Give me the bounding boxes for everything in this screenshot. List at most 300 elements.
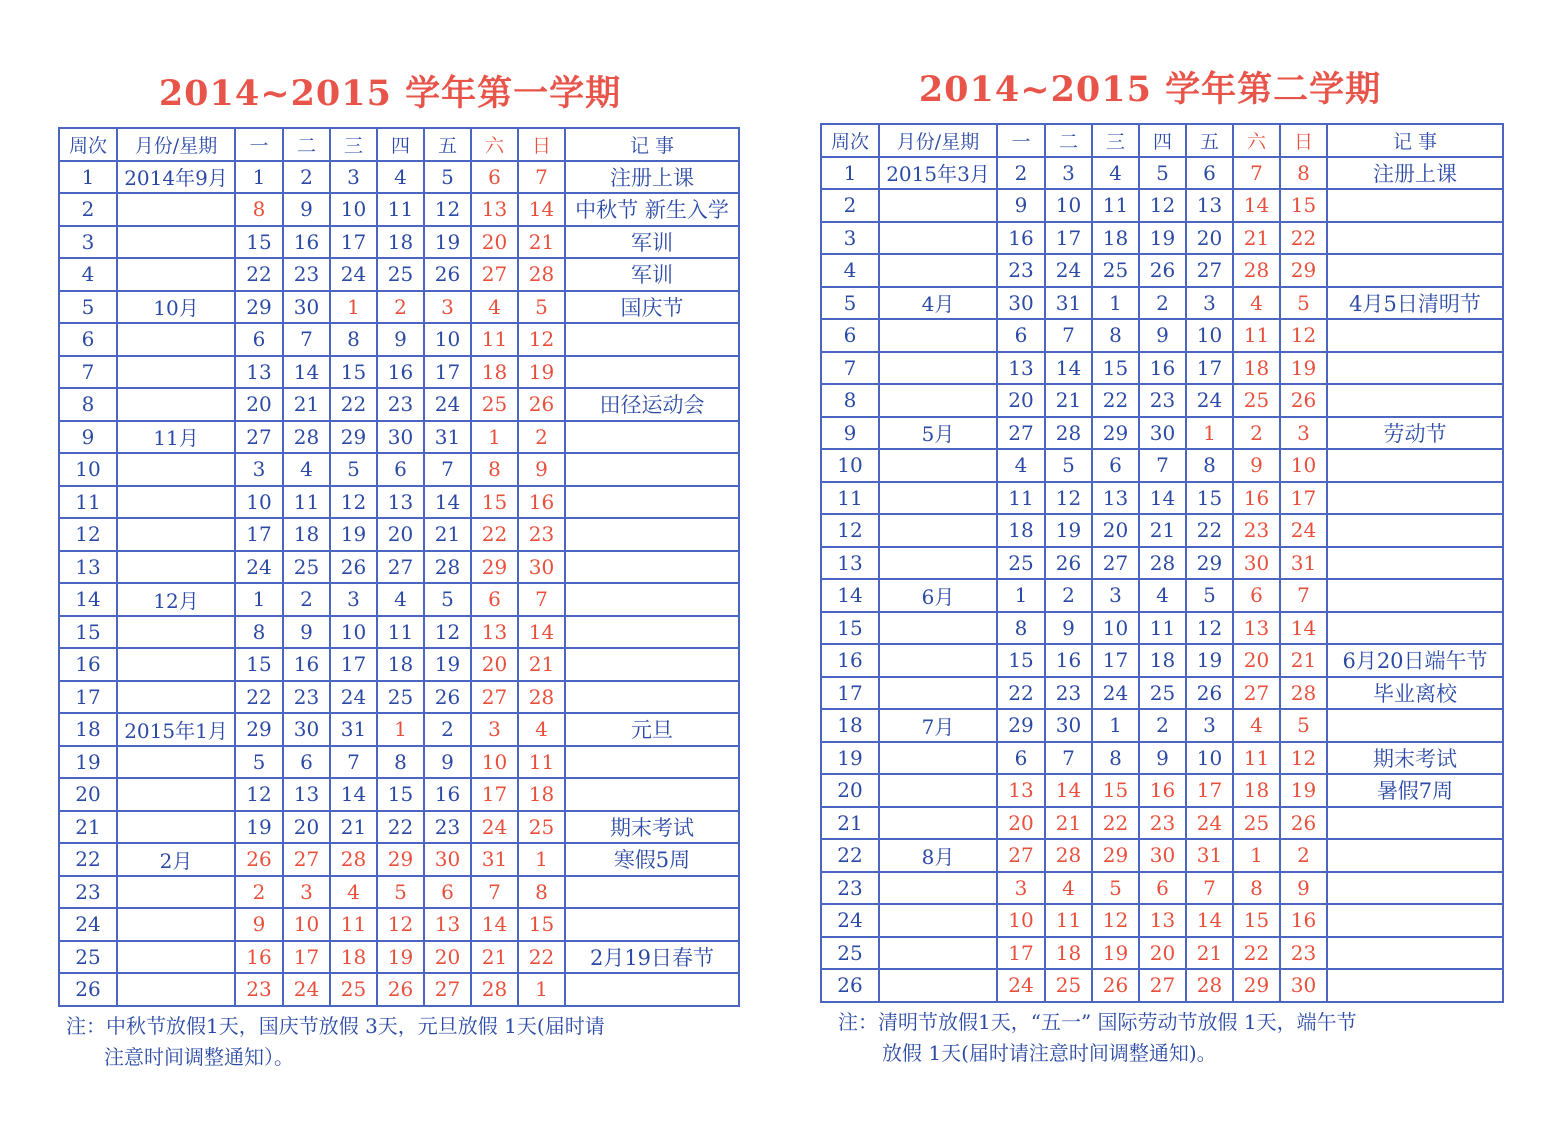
- month-label: [879, 514, 997, 547]
- week-row: [821, 189, 1503, 222]
- day-cell: 22: [235, 681, 283, 714]
- day-cell: 4: [377, 583, 424, 616]
- event-note: 元旦: [565, 713, 739, 746]
- semester-2-footnote: [838, 1007, 1357, 1069]
- week-row: [59, 388, 739, 421]
- event-note: [565, 583, 739, 616]
- semester-2-footnote-line-1: 注：清明节放假1天，“五一” 国际劳动节放假 1天，端午节: [838, 1010, 1357, 1034]
- day-cell: 6: [471, 161, 518, 194]
- day-cell: 20: [471, 648, 518, 681]
- week-number: 5: [59, 291, 117, 324]
- week-row: [821, 384, 1503, 417]
- day-cell: 30: [1139, 839, 1186, 872]
- day-cell: 13: [283, 778, 330, 811]
- event-note: 注册上课: [565, 161, 739, 194]
- day-cell: 21: [424, 518, 471, 551]
- event-note: [1327, 579, 1503, 612]
- day-cell: 11: [1045, 904, 1092, 937]
- week-row: [59, 583, 739, 616]
- day-cell: 26: [1139, 254, 1186, 287]
- event-note: [1327, 547, 1503, 580]
- day-cell: 27: [1092, 547, 1139, 580]
- day-cell: 4: [518, 713, 565, 746]
- day-cell: 9: [1139, 742, 1186, 775]
- day-cell: 22: [377, 811, 424, 844]
- day-cell: 16: [518, 486, 565, 519]
- day-cell: 31: [1280, 547, 1327, 580]
- day-cell: 23: [518, 518, 565, 551]
- day-cell: 21: [1045, 384, 1092, 417]
- day-cell: 6: [235, 323, 283, 356]
- day-cell: 1: [518, 973, 565, 1006]
- day-cell: 8: [1092, 319, 1139, 352]
- day-cell: 25: [377, 258, 424, 291]
- week-number: 10: [59, 453, 117, 486]
- day-cell: 18: [471, 356, 518, 389]
- day-cell: 22: [1092, 807, 1139, 840]
- month-label: [117, 486, 235, 519]
- day-cell: 9: [283, 616, 330, 649]
- day-cell: 15: [1092, 774, 1139, 807]
- day-cell: 19: [1139, 222, 1186, 255]
- month-label: 12月: [117, 583, 235, 616]
- day-cell: 22: [1280, 222, 1327, 255]
- day-cell: 29: [1186, 547, 1233, 580]
- week-row: [821, 644, 1503, 677]
- week-number: 26: [821, 969, 879, 1002]
- day-cell: 7: [330, 746, 377, 779]
- week-number: 18: [821, 709, 879, 742]
- day-cell: 30: [283, 713, 330, 746]
- week-row: [821, 937, 1503, 970]
- day-cell: 16: [1139, 774, 1186, 807]
- day-cell: 11: [1233, 319, 1280, 352]
- week-number: 13: [59, 551, 117, 584]
- day-cell: 14: [518, 193, 565, 226]
- event-note: 注册上课: [1327, 157, 1503, 190]
- day-cell: 26: [424, 681, 471, 714]
- day-cell: 7: [1139, 449, 1186, 482]
- day-cell: 13: [997, 774, 1045, 807]
- day-cell: 2: [1280, 839, 1327, 872]
- day-cell: 19: [1280, 774, 1327, 807]
- day-cell: 12: [424, 193, 471, 226]
- day-cell: 12: [235, 778, 283, 811]
- day-cell: 10: [1186, 742, 1233, 775]
- day-cell: 30: [997, 287, 1045, 320]
- day-cell: 9: [1045, 612, 1092, 645]
- header-cell: 六: [1233, 124, 1280, 157]
- month-label: 5月: [879, 417, 997, 450]
- day-cell: 28: [1233, 254, 1280, 287]
- header-cell: 记 事: [565, 128, 739, 161]
- day-cell: 13: [1233, 612, 1280, 645]
- week-row: [821, 319, 1503, 352]
- day-cell: 25: [1045, 969, 1092, 1002]
- month-label: [879, 254, 997, 287]
- week-row: [59, 518, 739, 551]
- event-note: [1327, 449, 1503, 482]
- event-note: [1327, 709, 1503, 742]
- day-cell: 16: [997, 222, 1045, 255]
- day-cell: 28: [1139, 547, 1186, 580]
- day-cell: 5: [1045, 449, 1092, 482]
- day-cell: 13: [1092, 482, 1139, 515]
- week-row: [821, 254, 1503, 287]
- event-note: [565, 778, 739, 811]
- day-cell: 10: [471, 746, 518, 779]
- week-number: 6: [59, 323, 117, 356]
- month-label: 2014年9月: [117, 161, 235, 194]
- day-cell: 17: [1045, 222, 1092, 255]
- day-cell: 2: [1045, 579, 1092, 612]
- event-note: 寒假5周: [565, 843, 739, 876]
- day-cell: 16: [1233, 482, 1280, 515]
- day-cell: 4: [1233, 287, 1280, 320]
- header-cell: 月份/星期: [117, 128, 235, 161]
- month-label: 7月: [879, 709, 997, 742]
- day-cell: 26: [1280, 807, 1327, 840]
- day-cell: 20: [1186, 222, 1233, 255]
- day-cell: 22: [1233, 937, 1280, 970]
- day-cell: 24: [1186, 384, 1233, 417]
- event-note: 期末考试: [565, 811, 739, 844]
- day-cell: 11: [1092, 189, 1139, 222]
- day-cell: 2: [283, 161, 330, 194]
- week-number: 11: [821, 482, 879, 515]
- month-label: [879, 774, 997, 807]
- week-row: [821, 969, 1503, 1002]
- day-cell: 19: [1186, 644, 1233, 677]
- day-cell: 2: [518, 421, 565, 454]
- day-cell: 27: [997, 839, 1045, 872]
- day-cell: 16: [424, 778, 471, 811]
- day-cell: 26: [235, 843, 283, 876]
- day-cell: 19: [377, 941, 424, 974]
- week-row: [59, 323, 739, 356]
- day-cell: 25: [330, 973, 377, 1006]
- day-cell: 14: [471, 908, 518, 941]
- day-cell: 28: [471, 973, 518, 1006]
- week-number: 25: [59, 941, 117, 974]
- day-cell: 4: [997, 449, 1045, 482]
- week-number: 15: [59, 616, 117, 649]
- header-cell: 六: [471, 128, 518, 161]
- day-cell: 22: [330, 388, 377, 421]
- day-cell: 26: [377, 973, 424, 1006]
- day-cell: 21: [283, 388, 330, 421]
- day-cell: 28: [518, 258, 565, 291]
- day-cell: 21: [330, 811, 377, 844]
- event-note: [565, 973, 739, 1006]
- day-cell: 25: [1233, 807, 1280, 840]
- week-number: 12: [59, 518, 117, 551]
- day-cell: 7: [518, 583, 565, 616]
- week-row: [821, 839, 1503, 872]
- day-cell: 3: [1092, 579, 1139, 612]
- day-cell: 19: [1280, 352, 1327, 385]
- day-cell: 1: [997, 579, 1045, 612]
- day-cell: 14: [1186, 904, 1233, 937]
- month-label: [879, 319, 997, 352]
- event-note: [1327, 384, 1503, 417]
- day-cell: 14: [518, 616, 565, 649]
- week-number: 2: [821, 189, 879, 222]
- header-cell: 周次: [59, 128, 117, 161]
- day-cell: 31: [424, 421, 471, 454]
- day-cell: 15: [1186, 482, 1233, 515]
- event-note: [565, 616, 739, 649]
- event-note: 田径运动会: [565, 388, 739, 421]
- day-cell: 5: [377, 876, 424, 909]
- week-number: 26: [59, 973, 117, 1006]
- day-cell: 25: [1092, 254, 1139, 287]
- day-cell: 4: [1139, 579, 1186, 612]
- day-cell: 23: [1233, 514, 1280, 547]
- day-cell: 12: [1045, 482, 1092, 515]
- day-cell: 25: [997, 547, 1045, 580]
- day-cell: 20: [997, 384, 1045, 417]
- day-cell: 21: [518, 226, 565, 259]
- month-label: 2015年3月: [879, 157, 997, 190]
- day-cell: 3: [1186, 287, 1233, 320]
- day-cell: 6: [377, 453, 424, 486]
- month-label: [879, 742, 997, 775]
- week-row: [59, 713, 739, 746]
- day-cell: 14: [424, 486, 471, 519]
- month-label: [117, 616, 235, 649]
- day-cell: 17: [424, 356, 471, 389]
- week-row: [59, 746, 739, 779]
- week-row: [821, 579, 1503, 612]
- day-cell: 12: [1280, 319, 1327, 352]
- day-cell: 29: [997, 709, 1045, 742]
- event-note: 期末考试: [1327, 742, 1503, 775]
- event-note: 劳动节: [1327, 417, 1503, 450]
- month-label: 2015年1月: [117, 713, 235, 746]
- month-label: [117, 258, 235, 291]
- day-cell: 4: [283, 453, 330, 486]
- day-cell: 3: [330, 583, 377, 616]
- day-cell: 29: [1092, 839, 1139, 872]
- day-cell: 13: [235, 356, 283, 389]
- day-cell: 8: [377, 746, 424, 779]
- day-cell: 28: [424, 551, 471, 584]
- day-cell: 18: [1233, 352, 1280, 385]
- day-cell: 13: [997, 352, 1045, 385]
- day-cell: 2: [424, 713, 471, 746]
- day-cell: 24: [1092, 677, 1139, 710]
- day-cell: 9: [1280, 872, 1327, 905]
- month-label: [879, 189, 997, 222]
- day-cell: 30: [377, 421, 424, 454]
- day-cell: 10: [997, 904, 1045, 937]
- day-cell: 6: [1092, 449, 1139, 482]
- week-number: 14: [59, 583, 117, 616]
- day-cell: 6: [1139, 872, 1186, 905]
- day-cell: 6: [1233, 579, 1280, 612]
- day-cell: 10: [283, 908, 330, 941]
- week-row: [821, 417, 1503, 450]
- week-row: [59, 486, 739, 519]
- week-row: [821, 352, 1503, 385]
- day-cell: 9: [1233, 449, 1280, 482]
- week-row: [821, 774, 1503, 807]
- day-cell: 3: [424, 291, 471, 324]
- week-number: 18: [59, 713, 117, 746]
- day-cell: 7: [1045, 319, 1092, 352]
- event-note: 军训: [565, 226, 739, 259]
- day-cell: 9: [997, 189, 1045, 222]
- day-cell: 11: [283, 486, 330, 519]
- week-number: 3: [59, 226, 117, 259]
- header-cell: 三: [1092, 124, 1139, 157]
- day-cell: 8: [330, 323, 377, 356]
- week-number: 14: [821, 579, 879, 612]
- day-cell: 16: [1045, 644, 1092, 677]
- day-cell: 4: [1045, 872, 1092, 905]
- day-cell: 13: [377, 486, 424, 519]
- day-cell: 11: [377, 193, 424, 226]
- day-cell: 10: [424, 323, 471, 356]
- week-row: [59, 291, 739, 324]
- day-cell: 15: [1233, 904, 1280, 937]
- month-label: [117, 648, 235, 681]
- day-cell: 24: [471, 811, 518, 844]
- week-number: 25: [821, 937, 879, 970]
- day-cell: 25: [283, 551, 330, 584]
- day-cell: 1: [1186, 417, 1233, 450]
- day-cell: 22: [1186, 514, 1233, 547]
- event-note: [565, 681, 739, 714]
- day-cell: 14: [283, 356, 330, 389]
- day-cell: 21: [471, 941, 518, 974]
- month-label: [117, 323, 235, 356]
- day-cell: 5: [424, 583, 471, 616]
- day-cell: 23: [1045, 677, 1092, 710]
- day-cell: 16: [377, 356, 424, 389]
- day-cell: 26: [1280, 384, 1327, 417]
- event-note: [1327, 482, 1503, 515]
- day-cell: 20: [377, 518, 424, 551]
- day-cell: 23: [283, 681, 330, 714]
- day-cell: 30: [518, 551, 565, 584]
- day-cell: 15: [330, 356, 377, 389]
- week-row: [59, 876, 739, 909]
- day-cell: 10: [1280, 449, 1327, 482]
- month-label: [879, 612, 997, 645]
- day-cell: 8: [518, 876, 565, 909]
- day-cell: 10: [1092, 612, 1139, 645]
- header-cell: 五: [424, 128, 471, 161]
- day-cell: 27: [997, 417, 1045, 450]
- day-cell: 12: [1139, 189, 1186, 222]
- week-number: 22: [59, 843, 117, 876]
- event-note: 中秋节 新生入学: [565, 193, 739, 226]
- day-cell: 10: [235, 486, 283, 519]
- event-note: [565, 486, 739, 519]
- event-note: [565, 551, 739, 584]
- semester-1-header-row: [59, 128, 739, 161]
- month-label: [879, 222, 997, 255]
- day-cell: 19: [1092, 937, 1139, 970]
- day-cell: 11: [997, 482, 1045, 515]
- week-number: 21: [821, 807, 879, 840]
- day-cell: 29: [330, 421, 377, 454]
- day-cell: 8: [235, 193, 283, 226]
- semester-2-panel: [780, 0, 1560, 1122]
- day-cell: 20: [1233, 644, 1280, 677]
- week-number: 3: [821, 222, 879, 255]
- week-number: 9: [821, 417, 879, 450]
- week-number: 7: [59, 356, 117, 389]
- day-cell: 10: [1045, 189, 1092, 222]
- day-cell: 31: [1045, 287, 1092, 320]
- month-label: 2月: [117, 843, 235, 876]
- day-cell: 15: [377, 778, 424, 811]
- month-label: [879, 872, 997, 905]
- day-cell: 8: [235, 616, 283, 649]
- semester-1-footnote-line-2: 注意时间调整通知）。: [104, 1045, 294, 1069]
- event-note: [565, 356, 739, 389]
- day-cell: 15: [1092, 352, 1139, 385]
- header-cell: 四: [1139, 124, 1186, 157]
- day-cell: 9: [424, 746, 471, 779]
- week-number: 5: [821, 287, 879, 320]
- event-note: [565, 908, 739, 941]
- day-cell: 16: [235, 941, 283, 974]
- day-cell: 18: [518, 778, 565, 811]
- day-cell: 11: [518, 746, 565, 779]
- day-cell: 26: [1045, 547, 1092, 580]
- event-note: 军训: [565, 258, 739, 291]
- day-cell: 30: [1139, 417, 1186, 450]
- month-label: [879, 937, 997, 970]
- week-number: 19: [821, 742, 879, 775]
- day-cell: 28: [1280, 677, 1327, 710]
- day-cell: 20: [235, 388, 283, 421]
- day-cell: 9: [1139, 319, 1186, 352]
- day-cell: 21: [1045, 807, 1092, 840]
- day-cell: 29: [471, 551, 518, 584]
- day-cell: 26: [518, 388, 565, 421]
- day-cell: 13: [1186, 189, 1233, 222]
- week-row: [59, 616, 739, 649]
- day-cell: 24: [330, 258, 377, 291]
- day-cell: 20: [997, 807, 1045, 840]
- day-cell: 9: [377, 323, 424, 356]
- day-cell: 12: [1092, 904, 1139, 937]
- day-cell: 28: [1045, 417, 1092, 450]
- day-cell: 22: [471, 518, 518, 551]
- month-label: [879, 384, 997, 417]
- day-cell: 6: [283, 746, 330, 779]
- week-row: [59, 161, 739, 194]
- day-cell: 24: [235, 551, 283, 584]
- day-cell: 21: [1186, 937, 1233, 970]
- event-note: [1327, 839, 1503, 872]
- header-cell: 一: [235, 128, 283, 161]
- week-number: 2: [59, 193, 117, 226]
- day-cell: 27: [424, 973, 471, 1006]
- header-cell: 月份/星期: [879, 124, 997, 157]
- month-label: [879, 904, 997, 937]
- day-cell: 29: [235, 291, 283, 324]
- day-cell: 16: [283, 226, 330, 259]
- day-cell: 25: [1233, 384, 1280, 417]
- day-cell: 5: [518, 291, 565, 324]
- week-row: [821, 547, 1503, 580]
